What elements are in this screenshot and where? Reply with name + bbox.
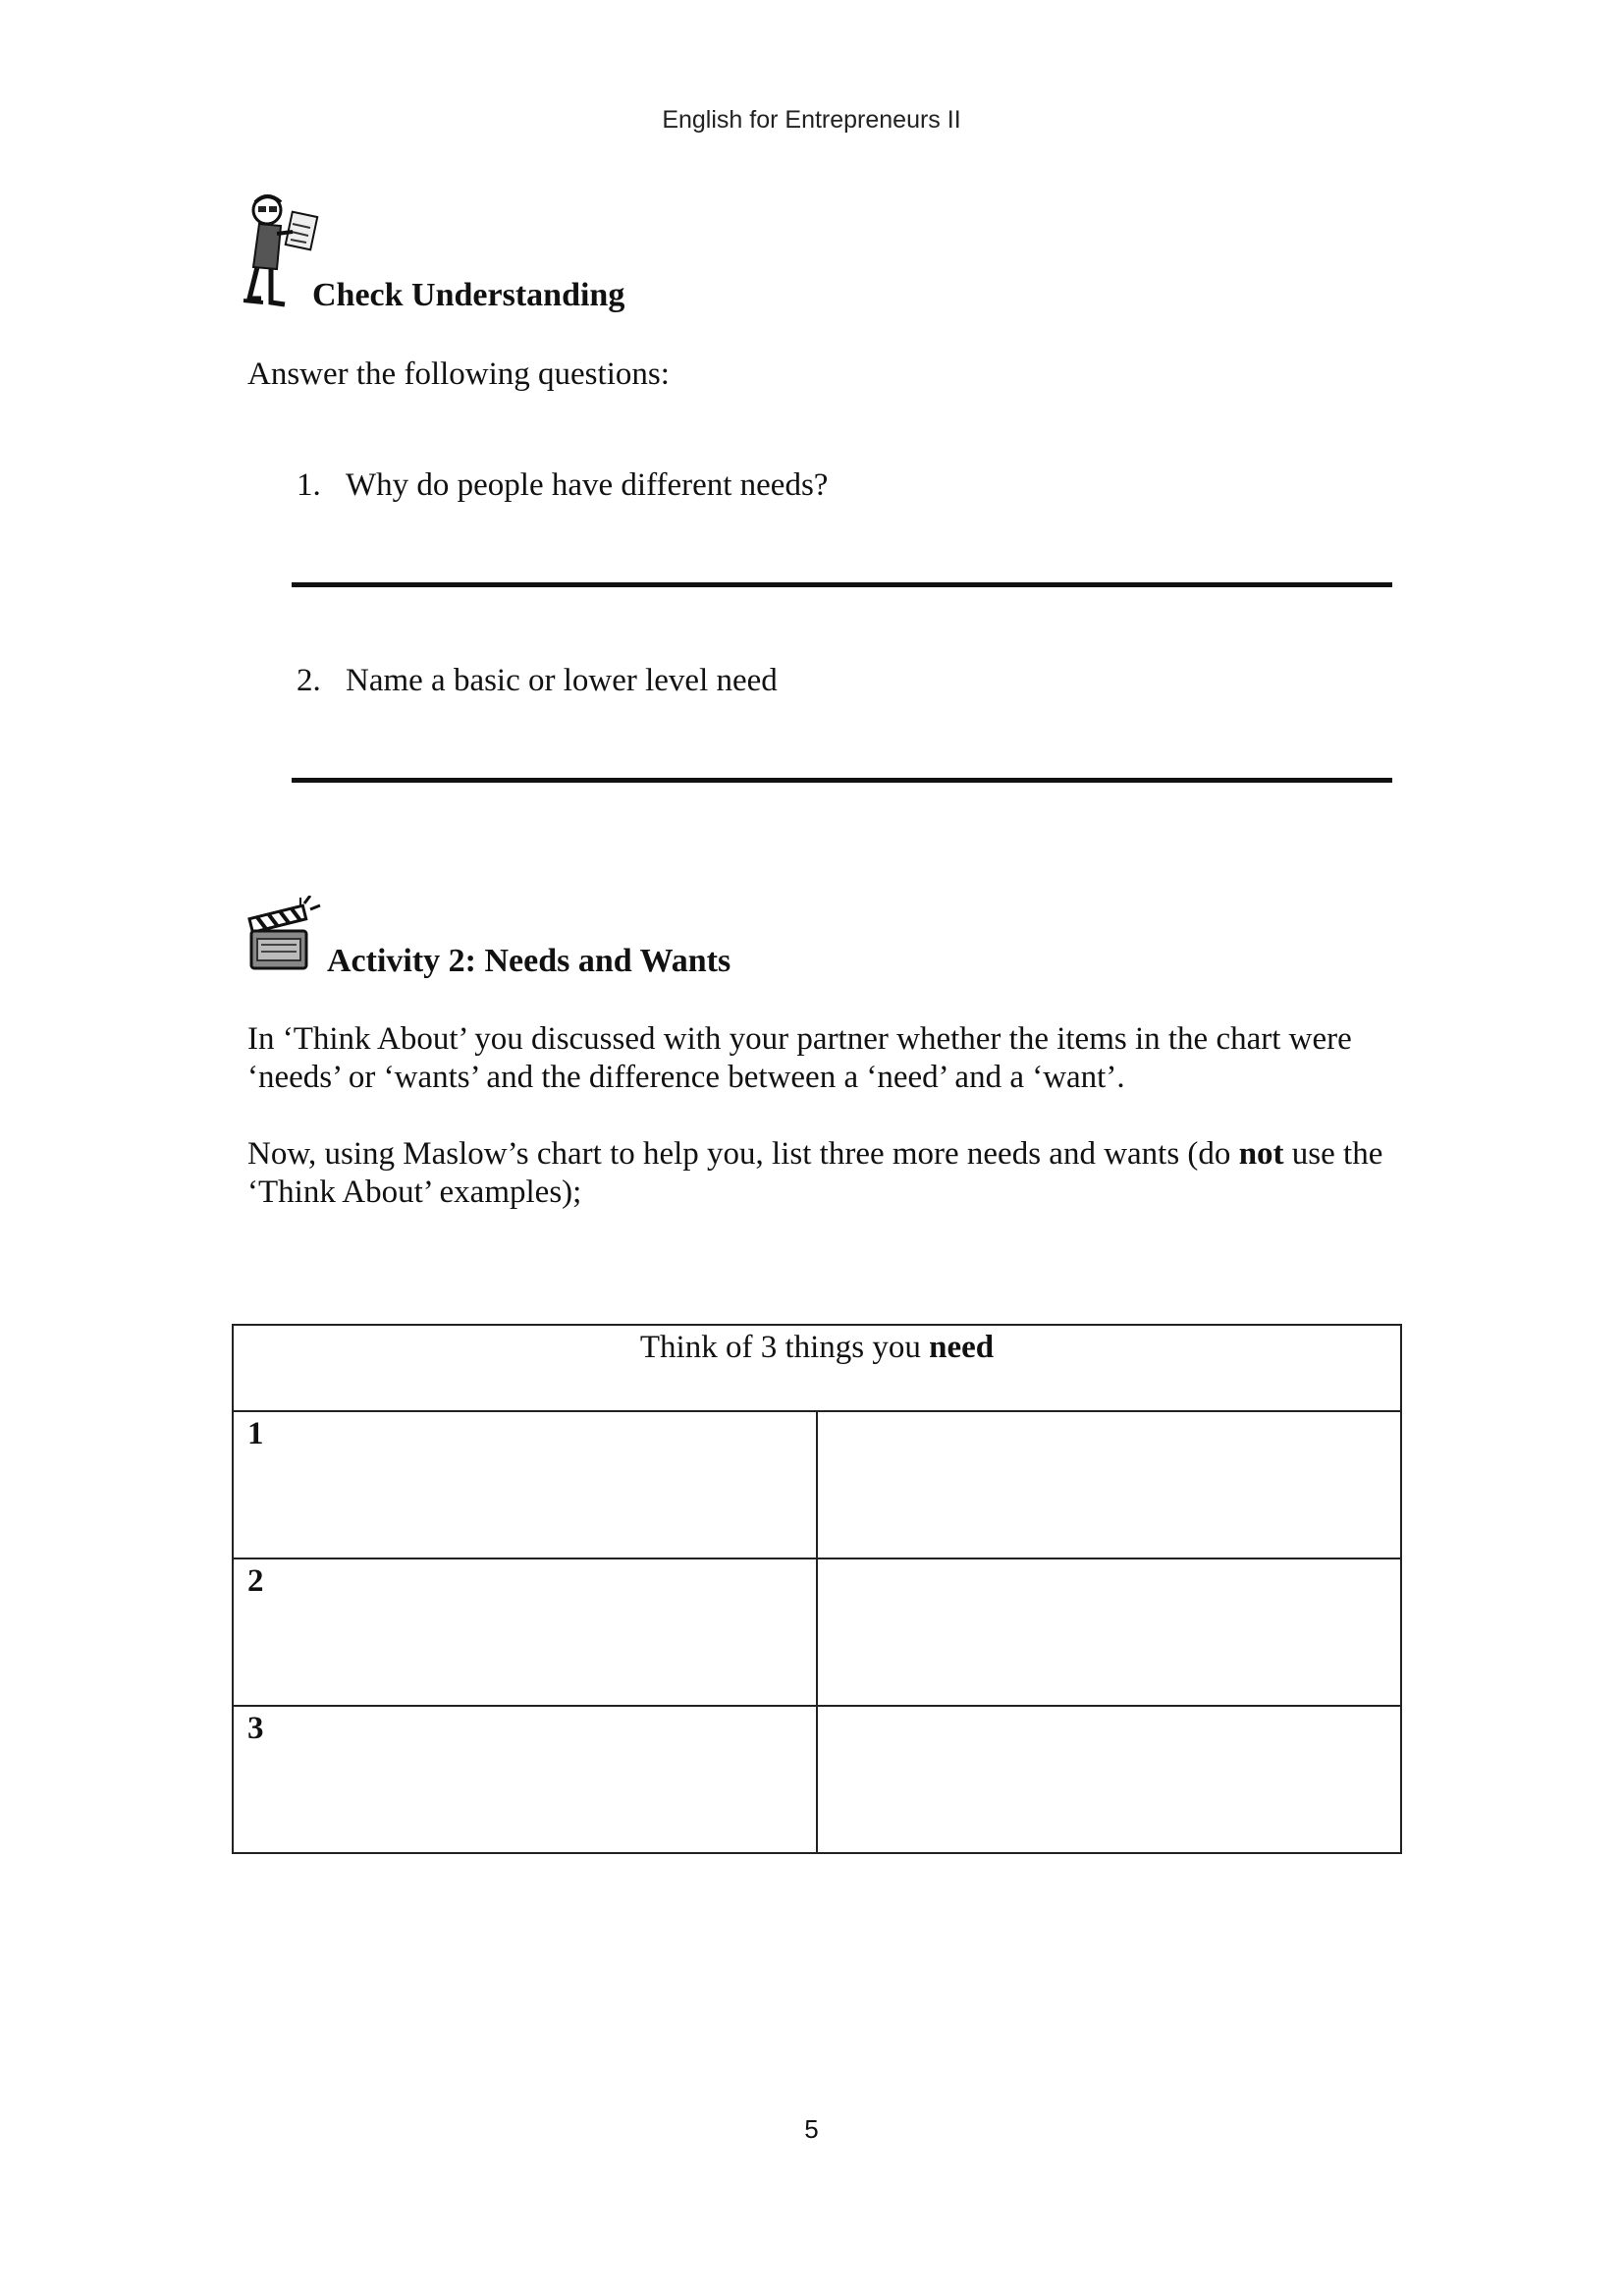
needs-table: [232, 1324, 1402, 1854]
activity-paragraph-2-end: use the ‘Think About’ examples);: [247, 1136, 1383, 1210]
instructions-text: Answer the following questions:: [247, 356, 670, 392]
check-understanding-heading: Check Understanding: [312, 277, 625, 313]
clapperboard-icon: [245, 896, 322, 974]
table-row: [233, 1411, 1401, 1558]
question-item: [297, 663, 778, 699]
activity-heading: Activity 2: Needs and Wants: [327, 943, 731, 979]
table-header-cell: [233, 1325, 1401, 1411]
activity-paragraph-2: [247, 1135, 1401, 1212]
table-row: [233, 1706, 1401, 1853]
question-number: 2.: [297, 663, 321, 698]
table-header-emphasis: need: [929, 1330, 995, 1365]
activity-paragraph-1: In ‘Think About’ you discussed with your partner whether the items in the chart were ‘needs’ or ‘wants’ and the difference between a ‘need’ and a ‘want’.: [247, 1021, 1352, 1095]
question-text: Why do people have different needs?: [346, 467, 829, 503]
answer-line-2[interactable]: [292, 778, 1392, 783]
row-number: 2: [233, 1558, 817, 1706]
question-item: [297, 467, 828, 504]
question-number: 1.: [297, 467, 321, 503]
row-number: 1: [233, 1411, 817, 1558]
row-number: 3: [233, 1706, 817, 1853]
table-header-text: Think of 3 things you: [639, 1330, 930, 1365]
activity-paragraph-2-start: Now, using Maslow’s chart to help you, list three more needs and wants (do: [247, 1136, 1239, 1172]
running-header: English for Entrepreneurs II: [662, 106, 961, 134]
table-header-row: [233, 1325, 1401, 1411]
emphasis-not: not: [1238, 1136, 1284, 1172]
answer-cell[interactable]: [817, 1411, 1401, 1558]
answer-cell[interactable]: [817, 1558, 1401, 1706]
question-text: Name a basic or lower level need: [346, 663, 778, 698]
page-number: 5: [804, 2114, 819, 2144]
answer-line-1[interactable]: [292, 582, 1392, 587]
answer-cell[interactable]: [817, 1706, 1401, 1853]
table-row: [233, 1558, 1401, 1706]
